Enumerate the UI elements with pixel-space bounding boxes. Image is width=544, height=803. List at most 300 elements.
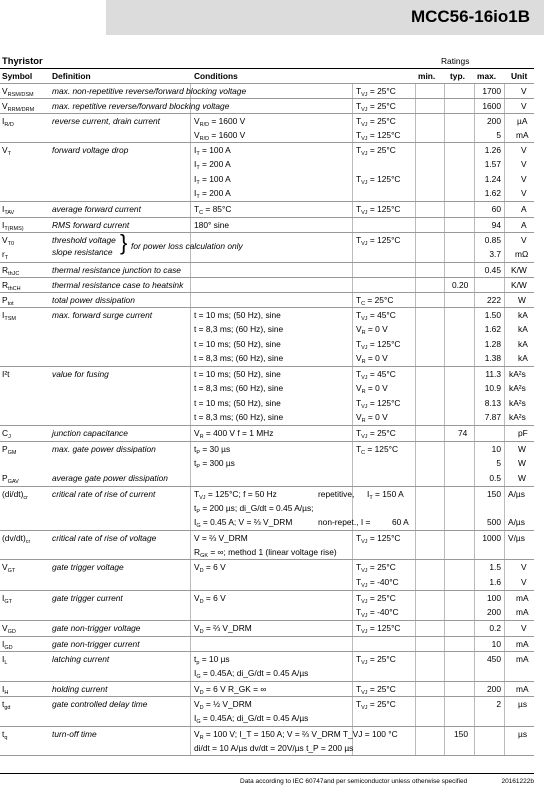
symbol-base: I — [2, 684, 5, 694]
table-row — [0, 83, 534, 98]
symbol-text — [2, 698, 10, 714]
column-separator — [415, 263, 416, 277]
column-separator — [352, 263, 353, 277]
symbol-base: (dv/dt) — [2, 533, 26, 543]
symbol-subscript: VJ — [361, 107, 368, 113]
cell-text: kA — [518, 353, 528, 363]
column-separator — [444, 637, 445, 651]
symbol-text — [367, 488, 404, 504]
column-separator — [190, 682, 191, 696]
symbol-subscript: T — [196, 180, 200, 186]
condition-value: = 25°C — [367, 145, 396, 155]
symbol-base: V — [194, 593, 200, 603]
symbol-text — [2, 443, 16, 459]
condition-value: = ½ V_DRM — [203, 699, 252, 709]
cell-text: t = 8,3 ms; (60 Hz), sine — [194, 353, 284, 363]
cell-text: di/dt = 10 A/µs dv/dt = 20V/µs t_P = 200 µs — [194, 743, 354, 753]
max-value: 10.9 — [484, 383, 501, 393]
definition-text: critical rate of rise of current — [52, 489, 156, 499]
symbol-base: V — [2, 562, 8, 572]
column-separator — [352, 84, 353, 98]
symbol-subscript: VJ — [361, 151, 368, 157]
brace-glyph: } — [120, 230, 128, 255]
column-separator — [352, 442, 353, 486]
cell-text: t = 10 ms; (50 Hz), sine — [194, 339, 281, 349]
column-separator — [415, 308, 416, 366]
max-value: 1600 — [482, 101, 501, 111]
column-separator — [352, 531, 353, 559]
symbol-subscript: R — [361, 359, 366, 365]
column-separator — [190, 591, 191, 605]
symbol-base: t — [194, 503, 197, 513]
table-row — [0, 113, 534, 142]
condition-value: = 125°C; f = 50 Hz — [205, 489, 277, 499]
ratings-title: Ratings — [441, 56, 470, 66]
cell-text: I²t — [2, 369, 10, 379]
max-value: 10 — [491, 444, 501, 454]
symbol-subscript: cr — [23, 495, 29, 501]
column-separator — [415, 652, 416, 681]
symbol-base: I — [2, 220, 5, 230]
max-value: 0.2 — [489, 623, 501, 633]
symbol-base: t — [2, 729, 5, 739]
max-value: 60 — [491, 204, 501, 214]
max-value: 450 — [487, 654, 501, 664]
column-separator — [474, 621, 475, 636]
cell-text: mA — [516, 130, 529, 140]
definition-text: thermal resistance junction to case — [52, 265, 181, 275]
symbol-subscript: TAV — [4, 210, 15, 216]
condition-value: = 25°C — [367, 684, 396, 694]
symbol-base: T — [356, 444, 362, 454]
symbol-base: T — [356, 593, 362, 603]
condition-value: = 125°C — [367, 398, 401, 408]
definition-text: RMS forward current — [52, 220, 130, 230]
column-separator — [415, 621, 416, 636]
symbol-subscript: T — [196, 151, 200, 157]
column-separator — [190, 426, 191, 441]
condition-value: = 1600 V — [209, 116, 246, 126]
column-separator — [504, 442, 505, 486]
definition-text: gate controlled delay time — [52, 699, 148, 709]
symbol-base: I — [194, 668, 197, 678]
symbol-subscript: T0 — [7, 241, 15, 247]
symbol-base: T — [356, 398, 362, 408]
col-typ: typ. — [450, 71, 465, 81]
col-definition: Definition — [52, 71, 91, 81]
max-value: 3.7 — [489, 249, 501, 259]
cell-text: W — [518, 473, 526, 483]
symbol-subscript: C — [361, 450, 366, 456]
column-separator — [474, 487, 475, 530]
column-separator — [504, 202, 505, 217]
symbol-base: V — [356, 383, 362, 393]
condition-value: = 0.45A; di_G/dt = 0.45 A/µs — [200, 668, 309, 678]
condition-value: = 125°C — [367, 174, 401, 184]
symbol-base: P — [2, 473, 8, 483]
max-value: 1.6 — [489, 577, 501, 587]
symbol-text — [2, 115, 14, 131]
symbol-text — [356, 234, 400, 250]
max-value: 100 — [487, 593, 501, 603]
column-separator — [415, 114, 416, 142]
max-value: 1.5 — [489, 562, 501, 572]
max-value: 1.38 — [484, 353, 501, 363]
table-row — [0, 366, 534, 425]
column-separator — [352, 308, 353, 366]
condition-value: = 125°C — [367, 235, 401, 245]
table-row — [0, 681, 534, 696]
symbol-base: I — [194, 188, 197, 198]
column-separator — [444, 621, 445, 636]
symbol-subscript: VJ — [361, 613, 368, 619]
definition-text: forward voltage drop — [52, 145, 129, 155]
max-value: 11.3 — [485, 369, 501, 379]
definition-text: max. forward surge current — [52, 310, 153, 320]
cell-text: t = 8,3 ms; (60 Hz), sine — [194, 324, 284, 334]
column-separator — [474, 605, 475, 620]
symbol-subscript: GT — [4, 599, 12, 605]
column-separator — [504, 591, 505, 605]
column-separator — [444, 233, 445, 262]
symbol-base: I — [2, 116, 5, 126]
column-separator — [504, 84, 505, 98]
symbol-base: V — [194, 562, 200, 572]
column-separator — [474, 218, 475, 232]
column-separator — [415, 442, 416, 486]
symbol-subscript: VJ — [361, 180, 368, 186]
column-separator — [474, 293, 475, 307]
condition-value: = 0.45 A; V = ⅔ V_DRM — [200, 517, 293, 527]
symbol-subscript: GD — [4, 645, 13, 651]
condition-value: = 1600 V — [209, 130, 246, 140]
condition-value: = 100 A — [199, 174, 231, 184]
definition-text: total power dissipation — [52, 295, 135, 305]
column-separator — [444, 575, 445, 590]
max-value: 5 — [496, 130, 501, 140]
symbol-text — [2, 488, 28, 504]
definition-text: threshold voltage — [52, 235, 116, 245]
symbol-base: (di/dt) — [2, 489, 24, 499]
cell-text: µA — [517, 116, 528, 126]
column-separator — [474, 114, 475, 142]
cell-text: t = 10 ms; (50 Hz), sine — [194, 398, 281, 408]
symbol-base: T — [356, 339, 362, 349]
column-separator — [352, 367, 353, 425]
column-separator — [444, 697, 445, 726]
column-separator — [190, 143, 191, 201]
symbol-subscript: RSM/DSM — [7, 92, 34, 98]
definition-text: for power loss calculation only — [131, 241, 243, 251]
condition-value: = 200 A — [199, 188, 231, 198]
cell-text: kA — [518, 310, 528, 320]
condition-value: = 0 V — [365, 383, 388, 393]
column-separator — [190, 293, 191, 307]
column-separator — [415, 233, 416, 262]
cell-text: t = 8,3 ms; (60 Hz), sine — [194, 412, 284, 422]
max-value: 94 — [491, 220, 501, 230]
symbol-subscript: VJ — [361, 404, 368, 410]
cell-text: kA²s — [509, 369, 526, 379]
cell-text: 180° sine — [194, 220, 230, 230]
table-row — [0, 590, 534, 605]
column-separator — [504, 426, 505, 441]
column-separator — [190, 114, 191, 142]
definition-text: turn-off time — [52, 729, 97, 739]
definition-text: max. gate power dissipation — [52, 444, 156, 454]
column-separator — [352, 697, 353, 726]
symbol-base: T — [356, 428, 362, 438]
symbol-subscript: D — [199, 690, 204, 696]
column-separator — [474, 591, 475, 605]
max-value: 8.13 — [484, 398, 501, 408]
cell-text: mA — [516, 654, 529, 664]
table-row — [0, 142, 534, 201]
column-separator — [474, 637, 475, 651]
cell-text: V — [521, 188, 527, 198]
max-value: 5 — [496, 458, 501, 468]
cell-text: non-repet., I = — [318, 517, 371, 527]
symbol-subscript: GAV — [7, 479, 19, 485]
cell-text: K/W — [511, 280, 527, 290]
symbol-subscript: D — [199, 599, 204, 605]
column-separator — [504, 560, 505, 575]
cell-text: kA²s — [509, 398, 526, 408]
column-separator — [415, 560, 416, 575]
symbol-base: T — [356, 684, 362, 694]
condition-value: = 200 µs; di_G/dt = 0.45 A/µs; — [200, 503, 314, 513]
condition-value: = 150 A — [372, 489, 404, 499]
column-separator — [504, 218, 505, 232]
table-row — [0, 277, 534, 292]
column-separator — [444, 278, 445, 292]
definition-text: thermal resistance case to heatsink — [52, 280, 184, 290]
column-separator — [352, 605, 353, 620]
cell-text: kA — [518, 324, 528, 334]
symbol-subscript: p — [196, 660, 200, 666]
table-row — [0, 620, 534, 636]
col-max: max. — [477, 71, 497, 81]
column-separator — [190, 442, 191, 486]
column-separator — [190, 575, 191, 590]
symbol-subscript: GK — [200, 553, 209, 559]
cell-text: mA — [516, 607, 529, 617]
cell-text: W — [518, 295, 526, 305]
table-row — [0, 217, 534, 232]
column-separator — [415, 202, 416, 217]
definition-text: average gate power dissipation — [52, 473, 168, 483]
column-separator — [504, 637, 505, 651]
symbol-base: V — [356, 412, 362, 422]
cell-text: V — [521, 174, 527, 184]
column-separator — [352, 99, 353, 113]
column-separator — [474, 367, 475, 425]
symbol-subscript: VJ — [361, 136, 368, 142]
column-separator — [504, 727, 505, 755]
column-separator — [474, 233, 475, 262]
symbol-base: T — [356, 174, 362, 184]
condition-value: = 25°C — [367, 86, 396, 96]
max-value: 222 — [487, 295, 501, 305]
column-separator — [190, 367, 191, 425]
table-row — [0, 201, 534, 217]
column-separator — [444, 218, 445, 232]
definition-text: max. non-repetitive reverse/forward blocking voltage — [52, 86, 247, 96]
column-separator — [444, 560, 445, 575]
symbol-base: V — [2, 86, 8, 96]
symbol-subscript: VJ — [361, 375, 368, 381]
symbol-subscript: D — [199, 705, 204, 711]
table-row — [0, 636, 534, 651]
symbol-base: I — [2, 204, 5, 214]
symbol-subscript: C — [361, 301, 366, 307]
symbol-base: V — [2, 145, 8, 155]
symbol-base: R — [2, 265, 9, 275]
cell-text: kA²s — [509, 412, 526, 422]
cell-text: kA²s — [509, 383, 526, 393]
symbol-base: I — [194, 517, 197, 527]
column-separator — [444, 652, 445, 681]
symbol-subscript: VJ — [361, 316, 368, 322]
cell-text: A — [521, 204, 527, 214]
symbol-subscript: R — [361, 418, 366, 424]
condition-value: = 25°C — [367, 654, 396, 664]
max-value: 1.26 — [484, 145, 501, 155]
symbol-subscript: P — [196, 464, 200, 470]
condition-value: = 25°C — [367, 562, 396, 572]
column-separator — [444, 114, 445, 142]
definition-text: gate non-trigger voltage — [52, 623, 141, 633]
definition-text: junction capacitance — [52, 428, 128, 438]
symbol-text — [356, 653, 396, 669]
column-separator — [474, 308, 475, 366]
column-separator — [474, 426, 475, 441]
column-separator — [190, 727, 191, 755]
symbol-base: T — [356, 86, 362, 96]
cell-text: V — [521, 86, 527, 96]
table-row — [0, 262, 534, 277]
column-separator — [415, 487, 416, 530]
symbol-base: T — [356, 101, 362, 111]
column-separator — [190, 605, 191, 620]
symbol-text — [356, 323, 388, 339]
cell-text: A/µs — [508, 517, 525, 527]
column-separator — [415, 575, 416, 590]
symbol-base: T — [356, 369, 362, 379]
symbol-subscript: VJ — [361, 122, 368, 128]
symbol-base: V — [2, 623, 8, 633]
symbol-base: R — [2, 280, 9, 290]
part-number: MCC56-16io1B — [410, 7, 530, 26]
column-separator — [352, 278, 353, 292]
section-title: Thyristor — [2, 55, 43, 66]
cell-text: t = 8,3 ms; (60 Hz), sine — [194, 383, 284, 393]
cell-text: V — [521, 623, 527, 633]
symbol-subscript: R — [199, 434, 204, 440]
condition-value: = 6 V R_GK = ∞ — [203, 684, 267, 694]
column-separator — [190, 308, 191, 366]
condition-value: = 30 µs — [200, 444, 231, 454]
cell-text: A/µs — [508, 489, 525, 499]
condition-value: = 125°C — [367, 130, 401, 140]
section-row — [0, 54, 534, 68]
symbol-base: V — [194, 729, 200, 739]
condition-value: = 25°C — [367, 101, 396, 111]
symbol-subscript: R/D — [199, 136, 210, 142]
cell-text: µs — [518, 729, 528, 739]
symbol-base: V — [194, 428, 200, 438]
column-separator — [352, 682, 353, 696]
column-separator — [444, 308, 445, 366]
column-separator — [352, 202, 353, 217]
cell-text: repetitive, — [318, 489, 355, 499]
column-separator — [474, 575, 475, 590]
column-separator — [415, 99, 416, 113]
definition-text: average forward current — [52, 204, 141, 214]
symbol-subscript: VJ — [361, 705, 368, 711]
table-body — [0, 83, 534, 756]
symbol-base: I — [194, 713, 197, 723]
symbol-subscript: L — [4, 660, 8, 666]
symbol-base: V — [2, 101, 8, 111]
symbol-subscript: T(RMS) — [4, 226, 24, 232]
symbol-subscript: R — [361, 330, 366, 336]
max-value: 0.85 — [484, 235, 501, 245]
condition-value: = 100 V; I_T = 150 A; V = ⅔ V_DRM T_VJ = 100 °C — [203, 729, 398, 739]
column-separator — [190, 278, 191, 292]
column-separator — [474, 727, 475, 755]
table-row — [0, 559, 534, 575]
symbol-base: T — [194, 489, 200, 499]
cell-text: W — [518, 458, 526, 468]
header-bar — [106, 0, 544, 35]
condition-value: = 200 A — [199, 159, 231, 169]
column-separator — [474, 263, 475, 277]
symbol-subscript: H — [4, 690, 9, 696]
column-separator — [474, 143, 475, 201]
column-separator — [504, 99, 505, 113]
max-value: 200 — [487, 684, 501, 694]
condition-value: = 45°C — [367, 310, 396, 320]
symbol-subscript: VJ — [361, 599, 368, 605]
table-end-rule — [0, 755, 534, 756]
symbol-base: T — [356, 145, 362, 155]
symbol-text — [356, 173, 400, 189]
definition-text: gate trigger current — [52, 593, 123, 603]
symbol-base: I — [194, 159, 197, 169]
symbol-subscript: D — [199, 568, 204, 574]
symbol-base: T — [356, 577, 362, 587]
cell-text: 150 — [454, 729, 468, 739]
symbol-base: I — [2, 310, 5, 320]
column-separator — [415, 727, 416, 755]
column-separator — [352, 637, 353, 651]
max-value: 200 — [487, 116, 501, 126]
symbol-base: I — [194, 174, 197, 184]
column-separator — [474, 682, 475, 696]
column-separator — [190, 621, 191, 636]
symbol-base: V — [194, 684, 200, 694]
symbol-subscript: P — [196, 450, 200, 456]
column-separator — [504, 682, 505, 696]
column-separator — [444, 426, 445, 441]
table-row — [0, 486, 534, 530]
symbol-base: P — [2, 295, 8, 305]
column-separator — [504, 697, 505, 726]
symbol-base: T — [356, 295, 362, 305]
column-separator — [415, 143, 416, 201]
symbol-base: I — [367, 489, 370, 499]
